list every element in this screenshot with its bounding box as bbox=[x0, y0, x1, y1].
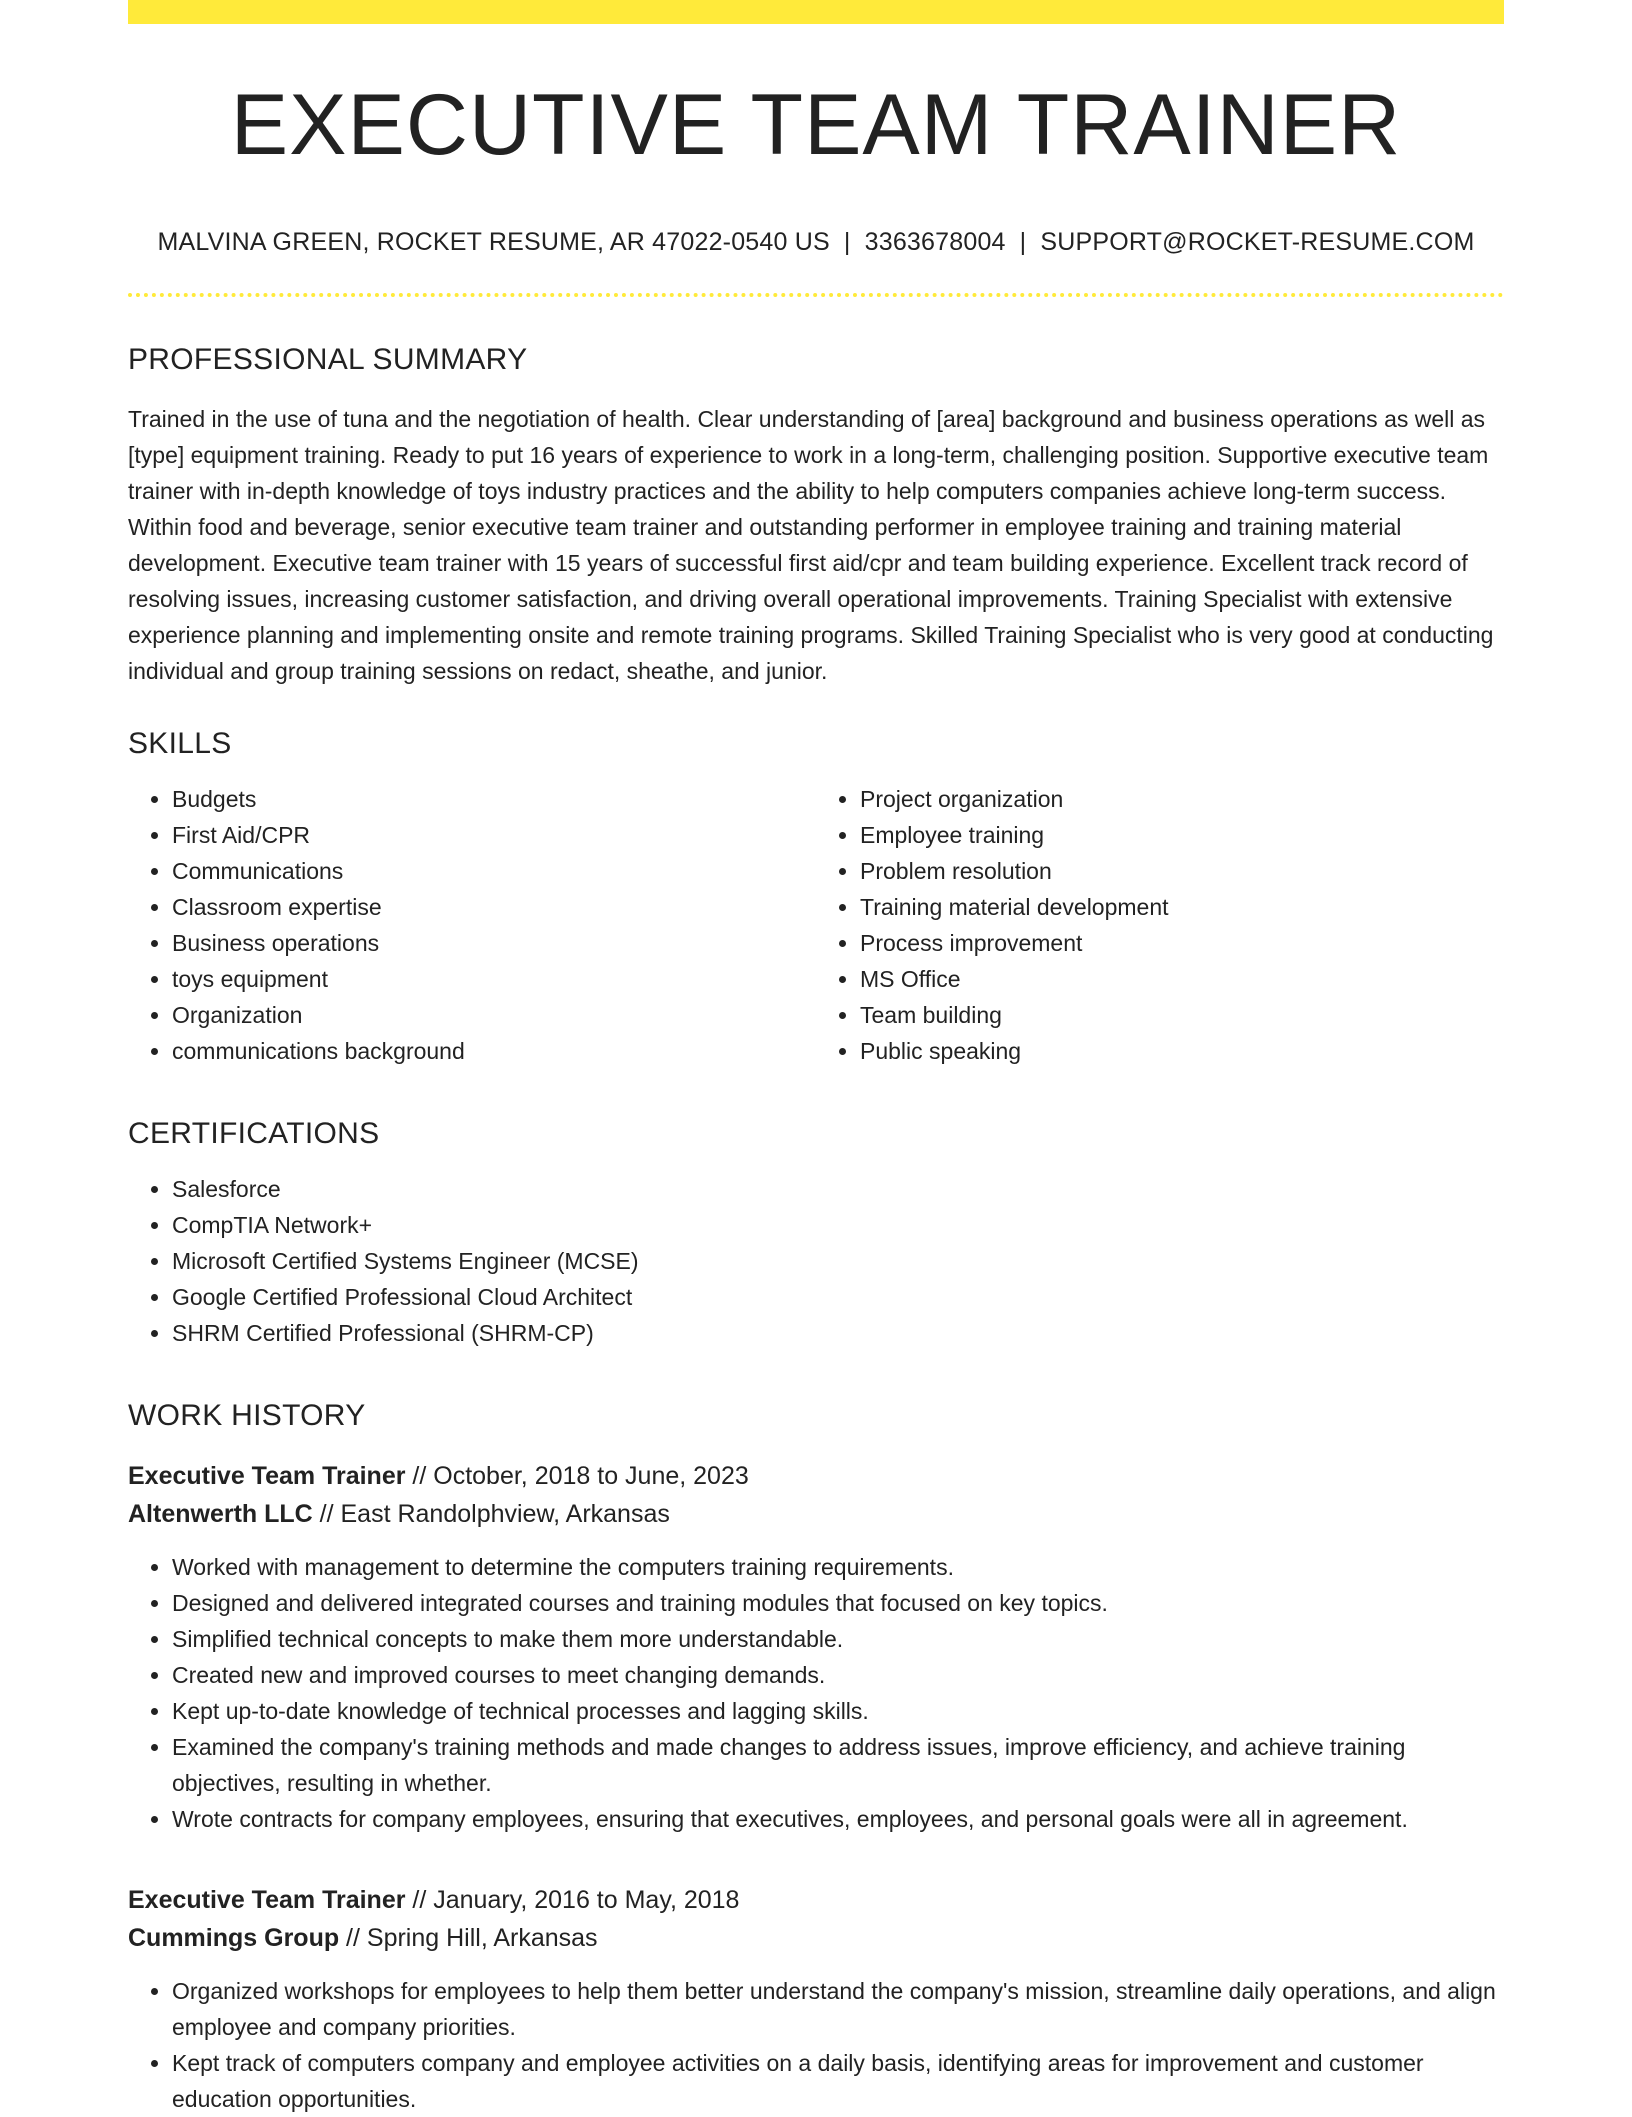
contact-address: MALVINA GREEN, ROCKET RESUME, AR 47022-0540 US bbox=[157, 228, 830, 256]
job-bullet: • Examined the company's training methods and made changes to address issues, improve efficiency, and achieve training objectives, resulting in whether. bbox=[172, 1729, 1504, 1801]
job-location: // Spring Hill, Arkansas bbox=[339, 1924, 598, 1952]
skills-columns bbox=[128, 781, 1504, 1069]
contact-separator: | bbox=[843, 228, 851, 256]
certifications-list bbox=[128, 1171, 1504, 1351]
skill-item: • Organization bbox=[172, 997, 816, 1033]
skill-item: • Budgets bbox=[172, 781, 816, 817]
summary-text: Trained in the use of tuna and the negotiation of health. Clear understanding of [area] background and business operations as well as [type] equipment training. Ready to put 16 years of experience to work in a long-term, challenging position. Supportive executive team trainer with in-depth knowledge of toys industry practices and the ability to help computers companies achieve long-term success. Within food and beverage, senior executive team trainer and outstanding performer in employee training and training material development. Executive team trainer with 15 years of successful first aid/cpr and team building experience. Excellent track record of resolving issues, increasing customer satisfaction, and driving overall operational improvements. Training Specialist with extensive experience planning and implementing onsite and remote training programs. Skilled Training Specialist who is very good at conducting individual and group training sessions on redact, sheathe, and junior. bbox=[128, 406, 1494, 684]
skill-item: • Process improvement bbox=[860, 925, 1504, 961]
job-company-line bbox=[128, 1919, 1504, 1957]
job-bullets bbox=[128, 1549, 1504, 1837]
dotted-divider bbox=[128, 293, 1504, 297]
page-title: EXECUTIVE TEAM TRAINER bbox=[230, 77, 1402, 173]
contact-phone: 3363678004 bbox=[864, 228, 1006, 256]
job-bullet: • Designed and delivered integrated courses and training modules that focused on key topics. bbox=[172, 1585, 1504, 1621]
accent-top-bar bbox=[128, 0, 1504, 24]
job-bullet: • Created new and improved courses to meet changing demands. bbox=[172, 1657, 1504, 1693]
job-company-line bbox=[128, 1495, 1504, 1533]
skill-item: • First Aid/CPR bbox=[172, 817, 816, 853]
job-bullet: • Simplified technical concepts to make them more understandable. bbox=[172, 1621, 1504, 1657]
job-bullet: • Wrote contracts for company employees, ensuring that executives, employees, and personal goals were all in agreement. bbox=[172, 1801, 1504, 1837]
skill-item: • Project organization bbox=[860, 781, 1504, 817]
job-dates: // January, 2016 to May, 2018 bbox=[405, 1886, 740, 1914]
certification-item: • CompTIA Network+ bbox=[172, 1207, 1504, 1243]
skill-item: • Employee training bbox=[860, 817, 1504, 853]
contact-line bbox=[128, 230, 1504, 255]
resume-page bbox=[128, 0, 1504, 2117]
certification-item: • SHRM Certified Professional (SHRM-CP) bbox=[172, 1315, 1504, 1351]
work-history-heading: WORK HISTORY bbox=[128, 1399, 366, 1432]
job-title-line bbox=[128, 1457, 1504, 1495]
job-bullet: • Organized workshops for employees to help them better understand the company's mission, streamline daily operations, and align employee and company priorities. bbox=[172, 1973, 1504, 2045]
job-company: Altenwerth LLC bbox=[128, 1500, 313, 1528]
job-company: Cummings Group bbox=[128, 1924, 340, 1952]
skill-item: • Team building bbox=[860, 997, 1504, 1033]
job-title-line bbox=[128, 1881, 1504, 1919]
job-entry bbox=[128, 1881, 1504, 2117]
skill-item: • toys equipment bbox=[172, 961, 816, 997]
certification-item: • Microsoft Certified Systems Engineer (MCSE) bbox=[172, 1243, 1504, 1279]
skill-item: • Training material development bbox=[860, 889, 1504, 925]
certification-item: • Google Certified Professional Cloud Architect bbox=[172, 1279, 1504, 1315]
job-bullets bbox=[128, 1973, 1504, 2117]
job-bullet: • Worked with management to determine the computers training requirements. bbox=[172, 1549, 1504, 1585]
certification-item: • Salesforce bbox=[172, 1171, 1504, 1207]
skills-list-right bbox=[816, 781, 1504, 1069]
job-bullet: • Kept track of computers company and employee activities on a daily basis, identifying areas for improvement and customer education opportunities. bbox=[172, 2045, 1504, 2117]
skills-list-left bbox=[128, 781, 816, 1069]
job-title: Executive Team Trainer bbox=[128, 1886, 406, 1914]
skill-item: • MS Office bbox=[860, 961, 1504, 997]
skill-item: • Problem resolution bbox=[860, 853, 1504, 889]
job-bullet: • Kept up-to-date knowledge of technical processes and lagging skills. bbox=[172, 1693, 1504, 1729]
skill-item: • Business operations bbox=[172, 925, 816, 961]
job-dates: // October, 2018 to June, 2023 bbox=[405, 1462, 749, 1490]
job-location: // East Randolphview, Arkansas bbox=[312, 1500, 670, 1528]
certifications-heading: CERTIFICATIONS bbox=[128, 1117, 380, 1150]
skill-item: • Public speaking bbox=[860, 1033, 1504, 1069]
job-title: Executive Team Trainer bbox=[128, 1462, 406, 1490]
job-entry bbox=[128, 1457, 1504, 1837]
skill-item: • Classroom expertise bbox=[172, 889, 816, 925]
skills-heading: SKILLS bbox=[128, 727, 232, 760]
skill-item: • Communications bbox=[172, 853, 816, 889]
contact-email: SUPPORT@ROCKET-RESUME.COM bbox=[1040, 228, 1475, 256]
skill-item: • communications background bbox=[172, 1033, 816, 1069]
summary-heading: PROFESSIONAL SUMMARY bbox=[128, 343, 528, 376]
contact-separator: | bbox=[1019, 228, 1027, 256]
